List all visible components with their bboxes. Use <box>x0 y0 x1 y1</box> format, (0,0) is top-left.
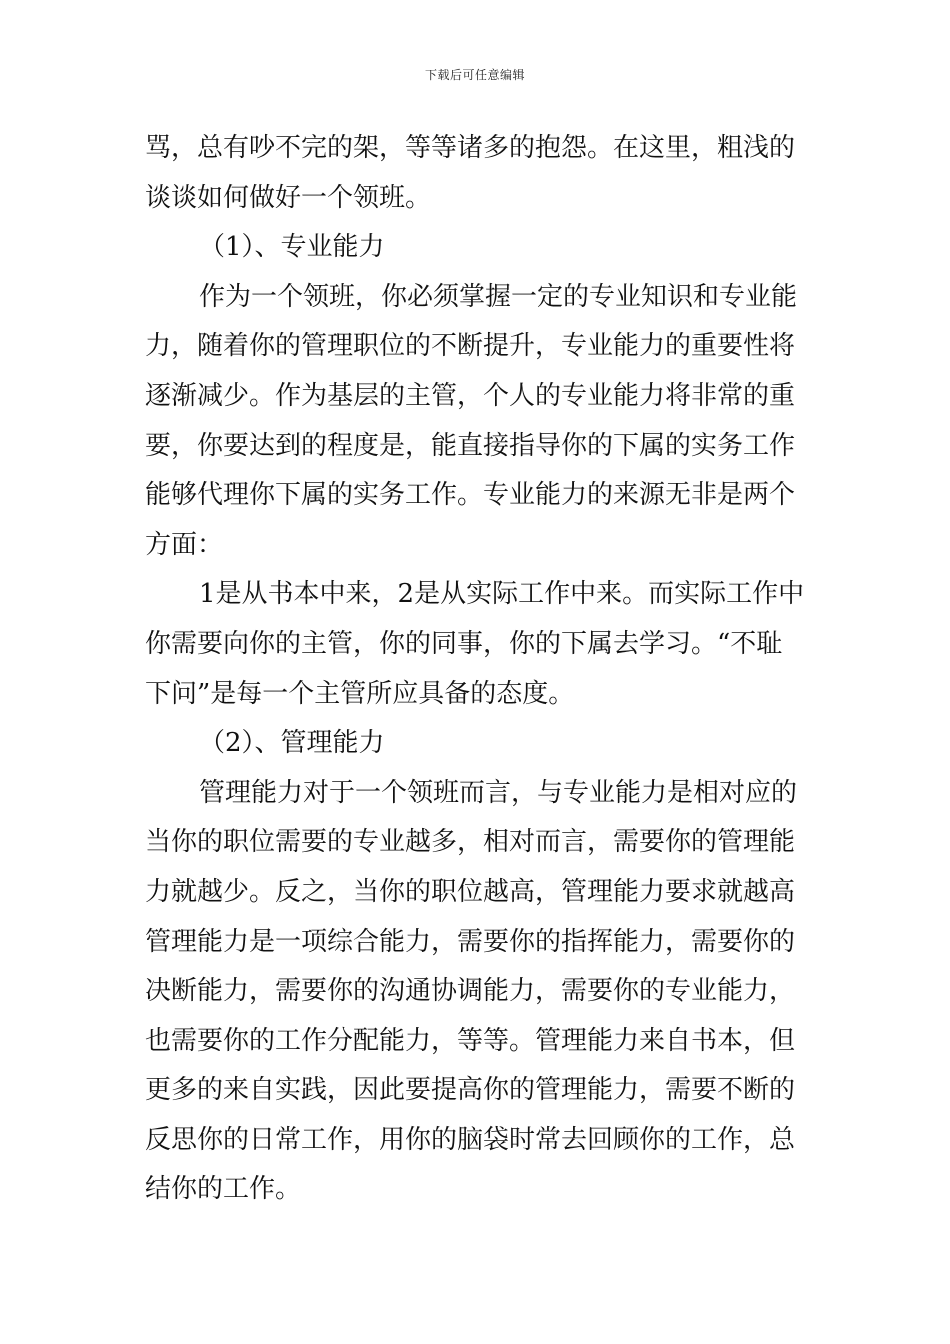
text-line: 也需要你的工作分配能力，等等。管理能力来自书本，但 <box>145 1025 796 1056</box>
text-line: 反思你的日常工作，用你的脑袋时常去回顾你的工作，总 <box>145 1124 796 1155</box>
text-line: 更多的来自实践，因此要提高你的管理能力，需要不断的 <box>145 1075 796 1106</box>
text-line: 方面： <box>145 529 224 560</box>
document-body <box>145 124 810 1215</box>
text-line: 谈谈如何做好一个领班。 <box>145 182 432 213</box>
text-line: 力，随着你的管理职位的不断提升，专业能力的重要性将 <box>145 331 796 362</box>
text-line: 力就越少。反之，当你的职位越高，管理能力要求就越高 <box>145 876 796 907</box>
text-line: 决断能力，需要你的沟通协调能力，需要你的专业能力， <box>145 976 796 1007</box>
text-line: 作为一个领班，你必须掌握一定的专业知识和专业能 <box>199 281 798 312</box>
page-header: 下载后可任意编辑 <box>424 68 525 82</box>
section-heading: （1）、专业能力 <box>199 232 385 263</box>
text-line: 骂，总有吵不完的架，等等诸多的抱怨。在这里，粗浅的 <box>145 133 796 163</box>
text-line: 要，你要达到的程度是，能直接指导你的下属的实务工作 <box>145 430 796 461</box>
text-line: 管理能力对于一个领班而言，与专业能力是相对应的 <box>199 777 798 808</box>
text-line: 管理能力是一项综合能力，需要你的指挥能力，需要你的 <box>145 926 796 957</box>
text-line: 你需要向你的主管，你的同事，你的下属去学习。“不耻 <box>145 628 783 659</box>
text-line: 当你的职位需要的专业越多，相对而言，需要你的管理能 <box>145 827 796 858</box>
text-line: 能够代理你下属的实务工作。专业能力的来源无非是两个 <box>145 480 796 511</box>
text-line: 结你的工作。 <box>145 1174 302 1205</box>
section-heading: （2）、管理能力 <box>199 728 385 759</box>
text-line: 1是从书本中来，2是从实际工作中来。而实际工作中 <box>199 579 805 610</box>
text-line: 下问”是每一个主管所应具备的态度。 <box>145 678 575 709</box>
text-line: 逐渐减少。作为基层的主管，个人的专业能力将非常的重 <box>145 380 796 411</box>
